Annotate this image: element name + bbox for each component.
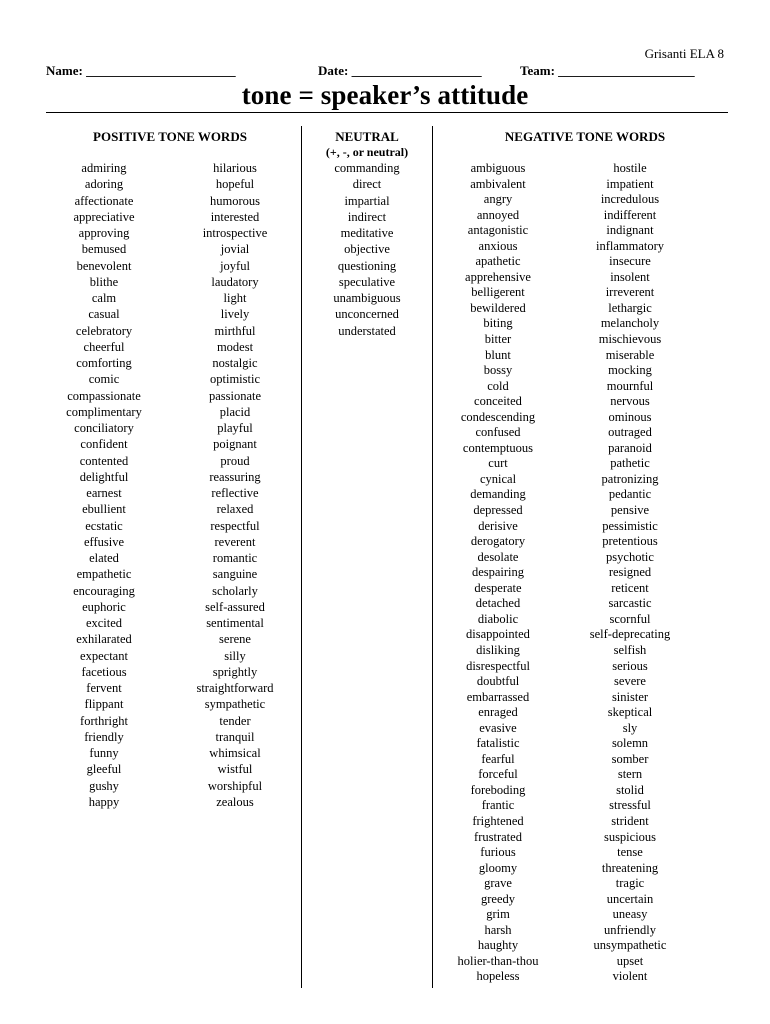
tone-word: severe (614, 674, 646, 689)
tone-word: enraged (478, 705, 518, 720)
tone-word: ominous (608, 409, 652, 424)
tone-word: understated (338, 323, 396, 338)
tone-word: unfriendly (603, 922, 657, 937)
positive-words-column-2 (176, 160, 294, 810)
tone-word: serene (219, 632, 251, 647)
tone-word: confident (80, 437, 128, 452)
tone-word: reflective (211, 486, 259, 500)
tone-word: psychotic (606, 549, 654, 564)
tone-word: frightened (472, 813, 524, 828)
tone-word: resigned (608, 565, 652, 580)
tone-word: pedantic (608, 487, 652, 502)
tone-word: placid (219, 404, 251, 419)
page-title: tone = speaker’s attitude (241, 80, 529, 110)
tone-word: incredulous (600, 192, 660, 207)
tone-word: bewildered (470, 300, 526, 315)
tone-word: bitter (484, 332, 512, 347)
tone-word: stern (617, 767, 643, 782)
tone-word: comforting (76, 356, 132, 370)
tone-word: reticent (611, 580, 649, 595)
tone-word: fatalistic (476, 736, 520, 751)
tone-word: confused (475, 425, 521, 440)
tone-word: gushy (89, 778, 119, 793)
positive-header: POSITIVE TONE WORDS (93, 129, 247, 144)
tone-word: sanguine (212, 567, 258, 582)
tone-word: straightforward (196, 681, 274, 695)
tone-word: mournful (606, 378, 654, 393)
tone-word: patronizing (601, 471, 659, 486)
tone-word: conciliatory (74, 421, 134, 435)
tone-word: facetious (81, 664, 127, 679)
tone-word: lively (220, 307, 250, 322)
tone-word: selfish (613, 642, 647, 657)
tone-word: somber (611, 751, 649, 766)
negative-words-column-1 (443, 161, 553, 985)
tone-word: complimentary (66, 404, 142, 419)
tone-word: holier-than-thou (457, 953, 539, 968)
tone-word: desolate (477, 549, 519, 564)
tone-word: belligerent (471, 285, 525, 300)
tone-word: excited (85, 616, 123, 630)
tone-word: tender (219, 713, 251, 728)
tone-word: desperate (474, 580, 522, 595)
tone-word: pretentious (602, 534, 658, 549)
tone-word: derisive (478, 518, 518, 533)
tone-word: fearful (481, 751, 515, 766)
tone-word: furious (480, 845, 516, 860)
tone-word: wistful (217, 762, 253, 777)
tone-word: reverent (214, 534, 256, 549)
tone-word: gloomy (478, 860, 518, 875)
tone-word: frustrated (474, 829, 522, 844)
teacher-label: Grisanti ELA 8 (644, 46, 724, 61)
tone-word: impatient (606, 176, 654, 191)
tone-word: hostile (613, 161, 647, 175)
tone-word: forceful (478, 767, 518, 782)
column-divider-left (301, 126, 302, 988)
tone-word: forthright (80, 713, 128, 728)
tone-word: insolent (610, 269, 650, 284)
tone-word: grim (486, 907, 510, 922)
tone-word: threatening (601, 860, 659, 875)
tone-word: light (223, 291, 247, 305)
tone-word: cheerful (83, 339, 125, 354)
tone-word: reassuring (209, 469, 261, 484)
tone-word: fervent (86, 681, 122, 695)
tone-word: inflammatory (595, 238, 665, 253)
tone-word: pessimistic (602, 518, 658, 533)
tone-word: disrespectful (466, 658, 530, 673)
tone-word: melancholy (600, 316, 660, 331)
tone-word: impartial (344, 193, 390, 208)
tone-word: sentimental (206, 616, 264, 630)
tone-word: disappointed (466, 627, 530, 642)
tone-word: comic (88, 372, 120, 387)
tone-word: empathetic (76, 567, 132, 582)
neutral-words-column (306, 160, 428, 339)
tone-word: ambivalent (470, 176, 526, 191)
tone-word: angry (483, 192, 513, 207)
tone-word: silly (224, 648, 246, 663)
tone-word: optimistic (210, 372, 260, 387)
tone-word: biting (483, 316, 513, 331)
tone-word: contemptuous (462, 440, 534, 455)
tone-word: proud (220, 453, 250, 468)
tone-word: interested (210, 209, 260, 224)
tone-word: hopeful (215, 177, 255, 192)
tone-word: blithe (89, 274, 119, 289)
tone-word: apprehensive (465, 269, 531, 284)
tone-word: upset (616, 953, 644, 968)
tone-word: scholarly (212, 583, 258, 598)
tone-word: questioning (337, 258, 397, 273)
tone-word: irreverent (605, 285, 655, 300)
tone-word: unsympathetic (593, 938, 667, 953)
tone-word: indignant (606, 223, 654, 238)
tone-word: benevolent (76, 258, 132, 273)
title-rule (46, 112, 728, 113)
tone-word: whimsical (209, 746, 261, 760)
tone-word: funny (89, 746, 119, 760)
tone-word: scornful (609, 611, 651, 626)
column-divider-right (432, 126, 433, 988)
tone-word: uneasy (612, 907, 648, 922)
team-field: Team: _____________________ (520, 63, 695, 78)
tone-word: friendly (84, 729, 124, 744)
tone-word: mirthful (214, 323, 256, 338)
tone-word: embarrassed (466, 689, 530, 704)
tone-word: expectant (80, 648, 128, 663)
tone-word: casual (88, 307, 120, 322)
tone-word: mocking (608, 363, 652, 378)
tone-word: contented (79, 453, 129, 468)
tone-word: insecure (609, 254, 651, 269)
tone-word: ecstatic (85, 518, 123, 533)
negative-words-column-2 (576, 161, 684, 985)
tone-word: happy (88, 794, 120, 809)
tone-word: stressful (609, 798, 651, 813)
tone-word: anxious (478, 238, 518, 253)
tone-word: exhilarated (76, 632, 132, 647)
tone-word: strident (611, 813, 649, 828)
tone-word: evasive (479, 720, 517, 735)
tone-word: skeptical (607, 705, 653, 720)
tone-word: despairing (471, 565, 525, 580)
tone-word: hilarious (213, 161, 257, 175)
tone-word: indifferent (603, 207, 657, 222)
positive-words-column-1 (45, 160, 163, 810)
tone-word: zealous (216, 794, 254, 809)
tone-word: encouraging (73, 583, 135, 598)
tone-word: conceited (474, 394, 522, 409)
tone-word: depressed (473, 503, 523, 518)
tone-word: uncertain (606, 891, 654, 906)
tone-word: frantic (481, 798, 515, 813)
tone-word: serious (612, 658, 648, 673)
tone-word: approving (78, 226, 130, 240)
tone-word: stolid (616, 782, 644, 797)
tone-word: appreciative (73, 209, 135, 224)
tone-word: compassionate (67, 388, 141, 403)
tone-word: passionate (208, 388, 262, 403)
tone-word: diabolic (477, 611, 519, 626)
tone-word: detached (475, 596, 521, 611)
tone-word: nervous (610, 394, 650, 409)
tone-word: condescending (460, 409, 536, 424)
tone-word: self-assured (205, 599, 265, 614)
tone-word: sprightly (212, 664, 258, 679)
tone-word: foreboding (470, 782, 526, 797)
tone-word: calm (91, 291, 117, 305)
tone-word: admiring (81, 161, 127, 175)
tone-word: paranoid (608, 440, 652, 455)
tone-word: doubtful (476, 674, 520, 689)
tone-word: modest (216, 339, 254, 354)
tone-word: greedy (480, 891, 515, 906)
tone-word: unconcerned (335, 307, 399, 322)
negative-header: NEGATIVE TONE WORDS (504, 129, 666, 144)
tone-word: indirect (347, 209, 387, 224)
tone-word: objective (344, 242, 390, 257)
tone-word: bemused (81, 242, 127, 257)
tone-word: curt (488, 456, 508, 471)
tone-word: harsh (484, 922, 512, 937)
tone-word: playful (217, 421, 253, 435)
tone-word: pensive (610, 503, 650, 518)
tone-word: pathetic (610, 456, 650, 471)
name-field: Name: _______________________ (46, 63, 236, 78)
tone-word: bossy (483, 363, 513, 378)
tone-word: sympathetic (204, 697, 266, 712)
tone-word: laudatory (211, 274, 259, 289)
tone-word: blunt (485, 347, 511, 362)
tone-word: ebullient (82, 502, 126, 517)
tone-word: tranquil (215, 729, 255, 744)
tone-word: worshipful (207, 778, 263, 793)
tone-word: self-deprecating (589, 627, 671, 642)
tone-word: demanding (470, 487, 526, 502)
tone-word: celebratory (75, 323, 133, 338)
tone-word: grave (484, 876, 512, 891)
tone-word: gleeful (86, 762, 122, 777)
tone-word: annoyed (476, 207, 520, 222)
tone-word: lethargic (608, 300, 652, 315)
tone-word: flippant (84, 697, 124, 712)
tone-word: sarcastic (608, 596, 652, 611)
tone-word: disliking (476, 642, 520, 657)
tone-word: poignant (213, 437, 257, 452)
tone-word: cynical (479, 471, 517, 486)
tone-word: sly (622, 720, 638, 735)
tone-word: derogatory (470, 534, 526, 549)
tone-word: relaxed (216, 502, 254, 517)
tone-word: apathetic (475, 254, 521, 269)
tone-word: tragic (615, 876, 645, 891)
neutral-subheader: (+, -, or neutral) (325, 145, 409, 159)
date-field: Date: ____________________ (318, 63, 482, 78)
tone-word: humorous (210, 193, 260, 208)
tone-word: speculative (338, 274, 396, 289)
tone-word: mischievous (598, 332, 662, 347)
tone-word: antagonistic (467, 223, 529, 238)
neutral-header: NEUTRAL (335, 129, 399, 144)
tone-word: cold (487, 378, 509, 393)
tone-word: affectionate (74, 193, 134, 208)
tone-word: outraged (608, 425, 652, 440)
tone-word: romantic (212, 551, 258, 565)
tone-word: commanding (334, 161, 400, 175)
tone-word: tense (617, 845, 643, 860)
tone-word: haughty (477, 938, 519, 953)
tone-word: delightful (79, 469, 129, 484)
tone-word: sinister (611, 689, 649, 704)
tone-word: euphoric (82, 599, 126, 614)
tone-word: effusive (83, 534, 125, 549)
tone-word: violent (612, 969, 648, 984)
tone-word: unambiguous (333, 291, 401, 305)
tone-word: meditative (340, 226, 394, 240)
tone-word: direct (352, 177, 382, 192)
tone-word: adoring (84, 177, 124, 192)
tone-word: introspective (202, 226, 268, 240)
tone-word: elated (89, 551, 119, 565)
tone-word: miserable (605, 347, 655, 362)
tone-word: nostalgic (212, 356, 258, 370)
tone-word: suspicious (603, 829, 657, 844)
tone-word: respectful (210, 518, 260, 533)
tone-word: earnest (86, 486, 122, 500)
tone-word: ambiguous (470, 161, 526, 175)
tone-word: solemn (611, 736, 649, 751)
tone-word: hopeless (476, 969, 520, 984)
tone-word: jovial (220, 242, 250, 257)
tone-word: joyful (220, 258, 250, 273)
